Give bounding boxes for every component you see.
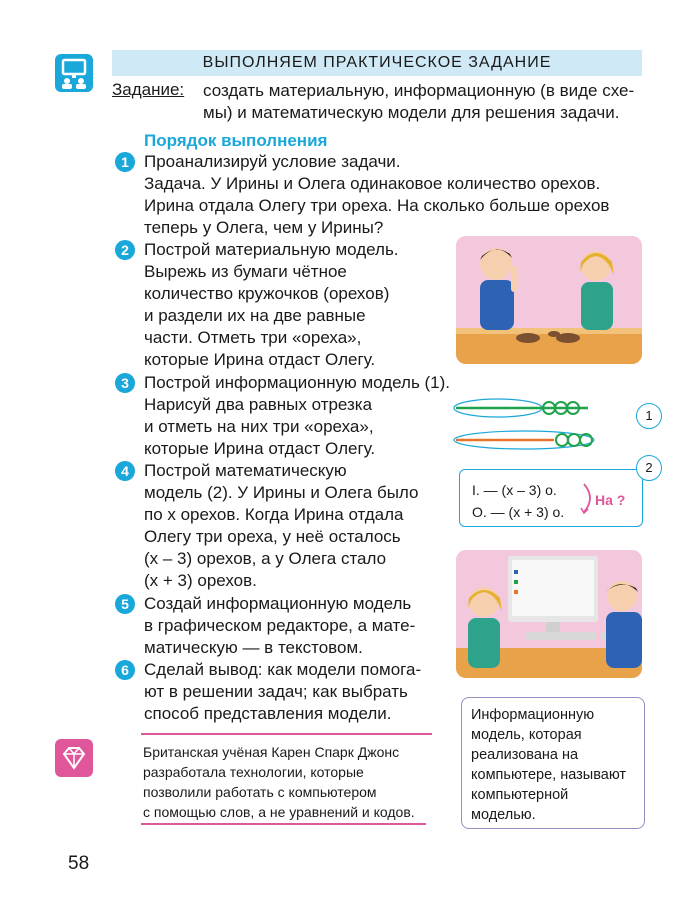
fact-line: позволили работать с компьютером [143, 784, 377, 800]
step-line: способ представления модели. [144, 704, 392, 723]
task-text [203, 80, 643, 124]
step-line: и раздели их на две равные [144, 306, 366, 325]
step-line: теперь у Олега, чем у Ирины? [144, 218, 384, 237]
step-line: Ирина отдала Олегу три ореха. На сколько больше орехов [144, 196, 610, 215]
step-line: по x орехов. Когда Ирина отдала [144, 505, 404, 524]
fact-bottom-rule [141, 823, 426, 825]
step-number-5: 5 [115, 594, 135, 614]
banner-title: ВЫПОЛНЯЕМ ПРАКТИЧЕСКОЕ ЗАДАНИЕ [202, 54, 552, 71]
definition-line: модель, которая [471, 727, 582, 743]
definition-text [471, 705, 641, 825]
step-line: Построй информационную модель (1). [144, 373, 451, 392]
formula-line-2: О. — (x + 3) о. [472, 504, 565, 520]
diamond-icon [55, 739, 93, 777]
step-line: Нарисуй два равных отрезка [144, 395, 373, 414]
step-4-text [144, 460, 418, 592]
formula-line-1: I. — (x – 3) о. [472, 482, 557, 498]
step-2-text [144, 239, 399, 371]
step-3-text [144, 372, 450, 460]
step-line: ют в решении задач; как выбрать [144, 682, 408, 701]
definition-line: моделью. [471, 807, 536, 823]
step-line: и отметь на них три «ореха», [144, 417, 374, 436]
na-question-label: На ? [595, 492, 626, 508]
page-number: 58 [68, 853, 90, 874]
step-line: Вырежь из бумаги чётное [144, 262, 347, 281]
step-6-text [144, 659, 421, 725]
step-line: модель (2). У Ирины и Олега было [144, 483, 419, 502]
step-line: Построй материальную модель. [144, 240, 399, 259]
fact-line: разработала технологии, которые [143, 764, 364, 780]
step-line: Олегу три ореха, у неё осталось [144, 527, 401, 546]
fact-line: с помощью слов, а не уравнений и кодов. [143, 804, 415, 820]
task-text-line: мы) и математическую модели для решения задачи. [203, 103, 620, 122]
section-banner [112, 50, 642, 76]
step-number-2: 2 [115, 240, 135, 260]
task-label: Задание: [112, 80, 185, 99]
step-line: Построй математическую [144, 461, 347, 480]
definition-line: реализована на [471, 747, 579, 763]
step-line: матическую — в текстовом. [144, 638, 363, 657]
definition-line: компьютерной [471, 787, 569, 803]
diagram-label-1: 1 [636, 403, 662, 429]
children-with-nuts-illustration [456, 236, 642, 364]
diagram-label-2: 2 [636, 455, 662, 481]
step-line: Создай информационную модель [144, 594, 412, 613]
fact-text [143, 742, 443, 822]
step-1-text [144, 151, 609, 239]
children-at-computer-illustration [456, 550, 642, 678]
step-number-1: 1 [115, 152, 135, 172]
step-line: количество кружочков (орехов) [144, 284, 390, 303]
step-line: части. Отметь три «ореха», [144, 328, 362, 347]
order-title: Порядок выполнения [144, 131, 328, 150]
step-line: которые Ирина отдаст Олегу. [144, 439, 376, 458]
step-line: в графическом редакторе, а мате- [144, 616, 416, 635]
step-line: (x + 3) орехов. [144, 571, 257, 590]
fact-top-rule [141, 733, 432, 735]
presentation-icon [55, 54, 93, 92]
step-line: Проанализируй условие задачи. [144, 152, 401, 171]
step-number-6: 6 [115, 660, 135, 680]
segments-diagram [452, 392, 600, 456]
step-line: Сделай вывод: как модели помога- [144, 660, 422, 679]
step-line: (x – 3) орехов, а у Олега стало [144, 549, 387, 568]
fact-line: Британская учёная Карен Спарк Джонс [143, 744, 400, 760]
step-line: Задача. У Ирины и Олега одинаковое количество орехов. [144, 174, 601, 193]
step-number-3: 3 [115, 373, 135, 393]
step-line: которые Ирина отдаст Олегу. [144, 350, 376, 369]
definition-line: компьютере, называют [471, 767, 627, 783]
step-number-4: 4 [115, 461, 135, 481]
step-5-text [144, 593, 415, 659]
task-text-line: создать материальную, информационную (в виде схе- [203, 81, 635, 100]
definition-line: Информационную [471, 707, 595, 723]
